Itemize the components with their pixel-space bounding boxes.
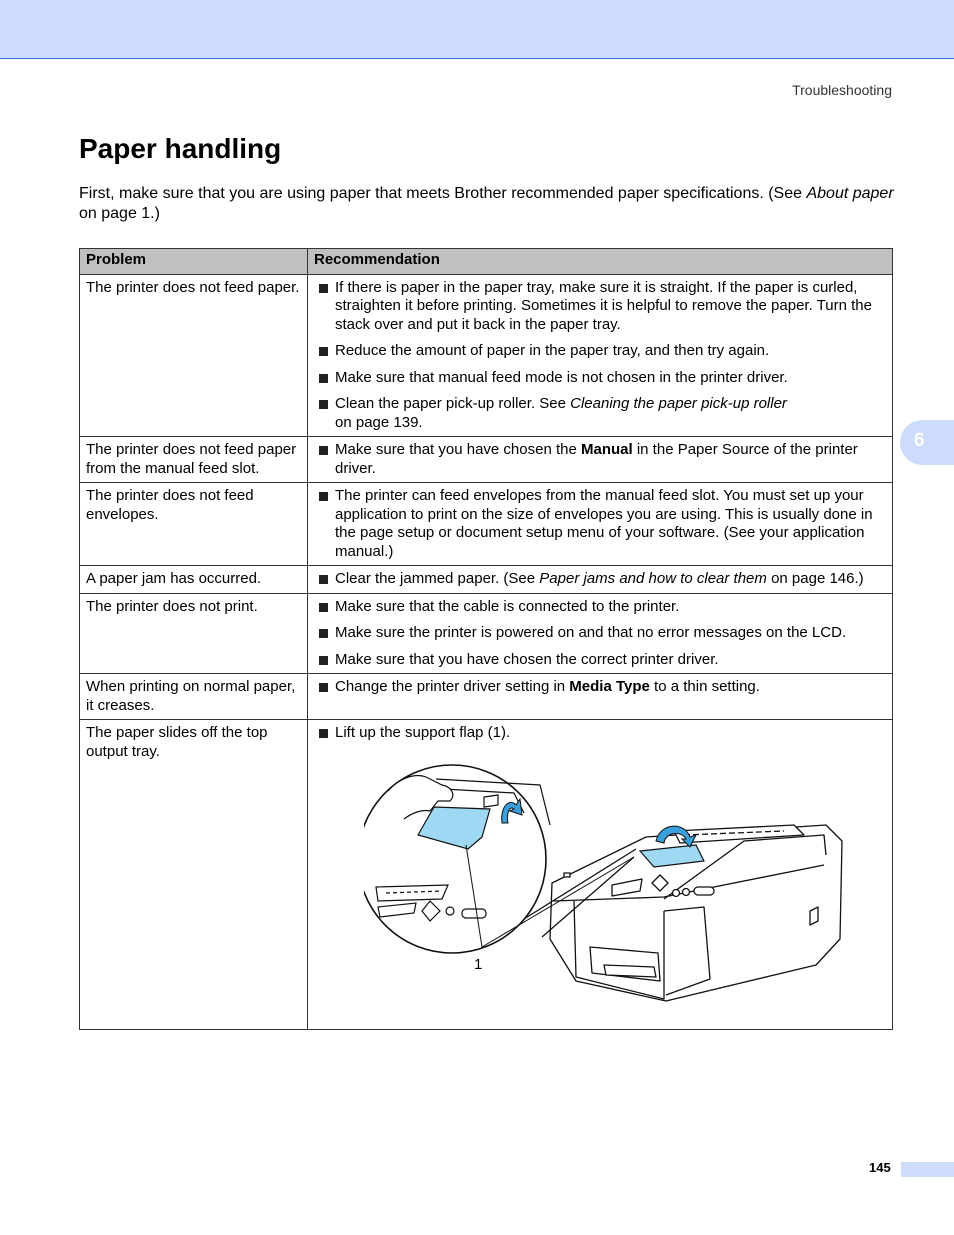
- problem-cell: The printer does not feed paper from the manual feed slot.: [80, 437, 308, 483]
- square-bullet-icon: [319, 284, 328, 293]
- recommendation-cell: [308, 593, 893, 674]
- list-item: Make sure that manual feed mode is not chosen in the printer driver.: [314, 369, 887, 388]
- table-row: [80, 674, 893, 720]
- square-bullet-icon: [319, 683, 328, 692]
- cleaning-roller-link[interactable]: Cleaning the paper pick-up roller: [570, 395, 787, 412]
- recommendation-cell: [308, 483, 893, 566]
- page-title: Paper handling: [79, 133, 282, 164]
- recommendation-cell: [308, 720, 893, 1030]
- list-item: Clear the jammed paper. (See Paper jams and how to clear them on page 146.): [314, 570, 887, 589]
- chapter-tab[interactable]: [900, 420, 954, 465]
- table-header-row: [80, 249, 893, 275]
- figure-callout-label: 1: [474, 955, 483, 973]
- intro-text-end: on page 1.): [79, 205, 160, 222]
- recommendation-list: [314, 724, 887, 743]
- recommendation-list: [314, 279, 887, 433]
- problem-cell: The printer does not feed envelopes.: [80, 483, 308, 566]
- list-item: Make sure the printer is powered on and that no error messages on the LCD.: [314, 624, 887, 643]
- page-number-tab: [901, 1162, 954, 1177]
- square-bullet-icon: [319, 347, 328, 356]
- square-bullet-icon: [319, 575, 328, 584]
- square-bullet-icon: [319, 492, 328, 501]
- list-item: Reduce the amount of paper in the paper tray, and then try again.: [314, 342, 887, 361]
- list-item: Make sure that you have chosen the Manual in the Paper Source of the printer driver.: [314, 441, 887, 478]
- square-bullet-icon: [319, 446, 328, 455]
- problem-cell: When printing on normal paper, it creases.: [80, 674, 308, 720]
- square-bullet-icon: [319, 656, 328, 665]
- recommendation-list: [314, 487, 887, 561]
- problem-cell: The printer does not print.: [80, 593, 308, 674]
- problem-cell: The printer does not feed paper.: [80, 274, 308, 437]
- problem-column-header: Problem: [80, 249, 308, 275]
- intro-text: First, make sure that you are using paper that meets Brother recommended paper specifications. (See: [79, 185, 807, 202]
- intro-paragraph: [79, 184, 894, 224]
- recommendation-cell: [308, 674, 893, 720]
- recommendation-cell: [308, 274, 893, 437]
- recommendation-column-header: Recommendation: [308, 249, 893, 275]
- recommendation-list: [314, 570, 887, 589]
- about-paper-link[interactable]: About paper: [806, 185, 894, 202]
- chapter-number: 6: [914, 430, 925, 451]
- square-bullet-icon: [319, 400, 328, 409]
- top-header-band: [0, 0, 954, 59]
- recommendation-list: [314, 598, 887, 670]
- list-item: Clean the paper pick-up roller. See Cleaning the paper pick-up roller on page 139.: [314, 395, 887, 432]
- table-row: [80, 566, 893, 594]
- recommendation-cell: [308, 566, 893, 594]
- table-row: [80, 483, 893, 566]
- list-item: The printer can feed envelopes from the manual feed slot. You must set up your application to print on the size of envelopes you are using. This is usually done in the page setup or document setup menu of your software. (See your application manual.): [314, 487, 887, 561]
- table-row: [80, 437, 893, 483]
- table-row: [80, 593, 893, 674]
- list-item: Make sure that you have chosen the correct printer driver.: [314, 651, 887, 670]
- list-item: Lift up the support flap (1).: [314, 724, 887, 743]
- paper-jams-link[interactable]: Paper jams and how to clear them: [539, 570, 767, 587]
- square-bullet-icon: [319, 603, 328, 612]
- list-item: Change the printer driver setting in Media Type to a thin setting.: [314, 678, 887, 697]
- page-number: 145: [869, 1160, 891, 1175]
- square-bullet-icon: [319, 629, 328, 638]
- problem-cell: A paper jam has occurred.: [80, 566, 308, 594]
- recommendation-list: [314, 678, 887, 697]
- section-header-label: Troubleshooting: [792, 82, 892, 98]
- recommendation-list: [314, 441, 887, 478]
- problem-cell: The paper slides off the top output tray.: [80, 720, 308, 1030]
- list-item: If there is paper in the paper tray, make sure it is straight. If the paper is curled, straighten it before printing. Sometimes it is helpful to remove the paper. Turn the stack over and put it back in the paper tray.: [314, 279, 887, 335]
- table-row: [80, 720, 893, 1030]
- troubleshooting-table: [79, 248, 893, 1030]
- list-item: Make sure that the cable is connected to the printer.: [314, 598, 887, 617]
- printer-support-flap-illustration: [364, 751, 844, 1017]
- square-bullet-icon: [319, 374, 328, 383]
- table-row: [80, 274, 893, 437]
- recommendation-cell: [308, 437, 893, 483]
- square-bullet-icon: [319, 729, 328, 738]
